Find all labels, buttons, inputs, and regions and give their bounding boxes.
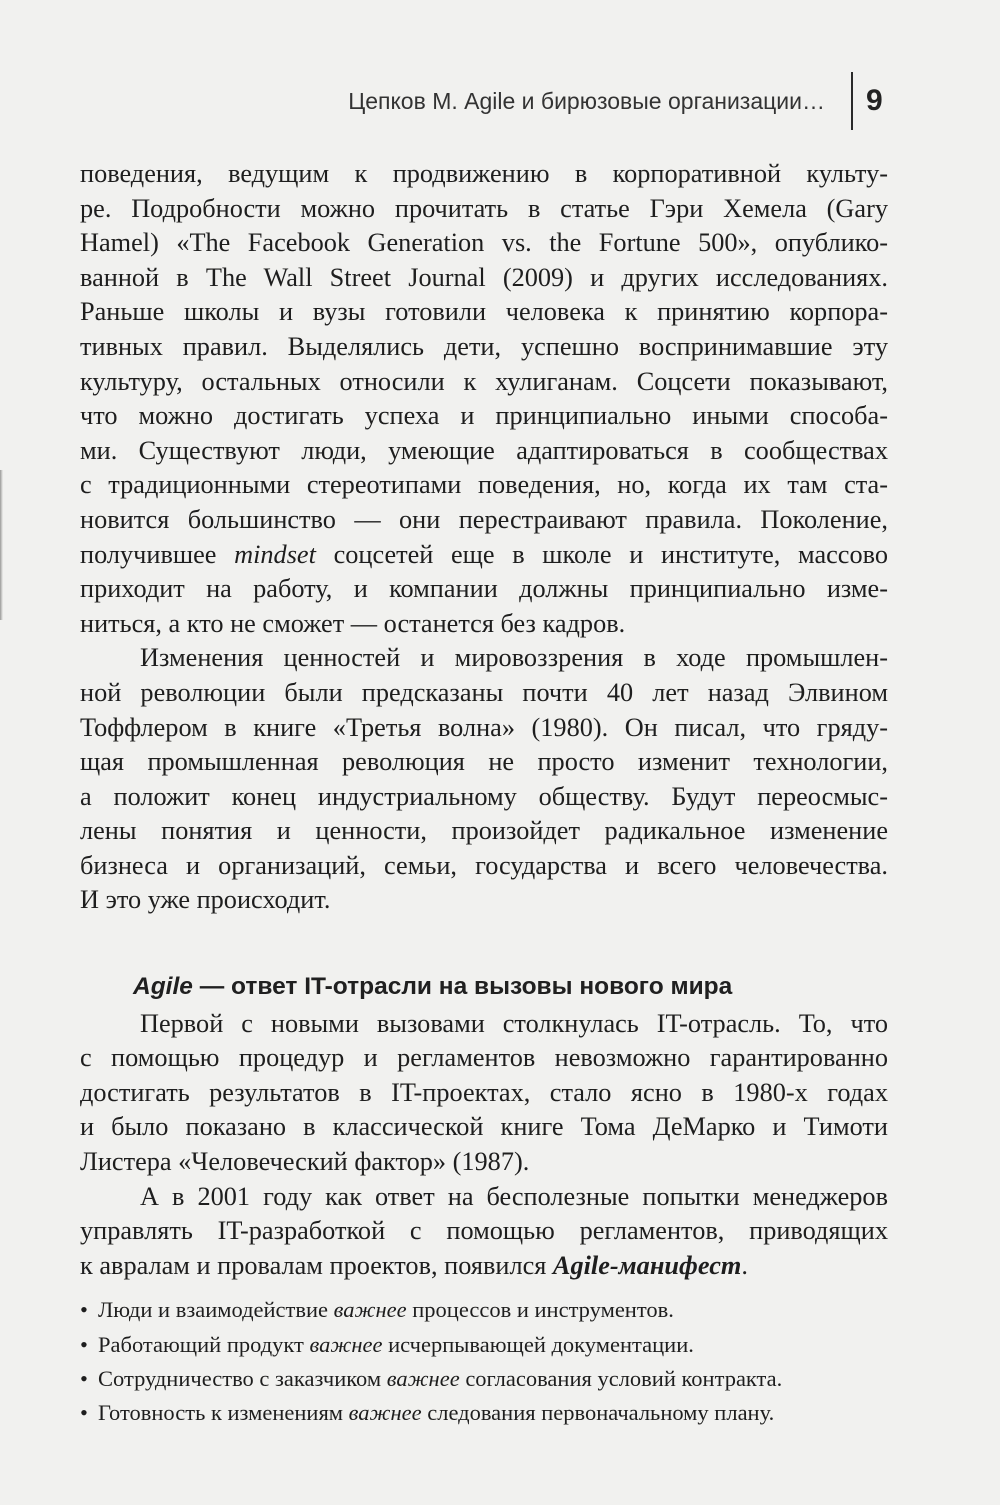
text-line: управлять IT-разработкой с помощью регламентов, приводящих xyxy=(80,1216,888,1246)
text-line: ре. Подробности можно прочитать в статье Гэри Хемела (Gary xyxy=(80,193,888,223)
text-line: ниться, а кто не сможет — останется без кадров. xyxy=(80,608,626,638)
text-line: культуру, остальных относили к хулиганам. Соцсети показывают, xyxy=(80,366,888,396)
page-number: 9 xyxy=(866,84,883,117)
paragraph-3 xyxy=(80,1007,888,1180)
text-line: А в 2001 году как ответ на бесполезные попытки менеджеров xyxy=(140,1181,888,1211)
agile-manifesto-term: Agile-манифест xyxy=(552,1250,742,1280)
bullet-icon: • xyxy=(80,1331,88,1357)
italic-term-mindset: mindset xyxy=(234,539,316,569)
text-line: лены понятия и ценности, произойдет радикальное изменение xyxy=(80,816,888,846)
paragraph-4 xyxy=(80,1180,888,1284)
section-heading: Agile — ответ IT-отрасли на вызовы нового мира xyxy=(133,973,733,1001)
text-line: И это уже происходит. xyxy=(80,885,331,915)
paragraph-1 xyxy=(80,157,888,641)
text-line: Тоффлером в книге «Третья волна» (1980). Он писал, что гряду- xyxy=(80,712,888,742)
header-divider xyxy=(851,72,853,130)
text-line: и было показано в классической книге Тома ДеМарко и Тимоти xyxy=(80,1112,888,1142)
text-line: с помощью процедур и регламентов невозможно гарантированно xyxy=(80,1043,888,1073)
body-text xyxy=(80,157,888,1430)
text-line: ванной в The Wall Street Journal (2009) и других исследованиях. xyxy=(80,262,888,292)
manifesto-list xyxy=(80,1293,888,1430)
text-line: Hamel) «The Facebook Generation vs. the Fortune 500», опублико- xyxy=(80,228,888,258)
text-line: новится большинство — они перестраивают правила. Поколение, xyxy=(80,504,888,534)
list-item: • Готовность к изменениям важнее следования первоначальному плану. xyxy=(80,1396,888,1430)
text-line: тивных правил. Выделялись дети, успешно воспринимавшие эту xyxy=(80,331,888,361)
bullet-icon: • xyxy=(80,1297,88,1323)
text-line: с традиционными стереотипами поведения, но, когда их там ста- xyxy=(80,470,888,500)
text-line: бизнеса и организаций, семьи, государства и всего человечества. xyxy=(80,850,888,880)
text-line-mindset: получившее mindset соцсетей еще в школе и институте, массово xyxy=(80,539,889,569)
bullet-icon: • xyxy=(80,1365,88,1391)
text-line: щая промышленная революция не просто изменит технологии, xyxy=(80,747,888,777)
text-line: что можно достигать успеха и принципиально иными способа- xyxy=(80,401,888,431)
page-edge-shadow xyxy=(0,470,3,620)
list-item: • Люди и взаимодействие важнее процессов и инструментов. xyxy=(80,1293,888,1327)
text-line: приходит на работу, и компании должны принципиально изме- xyxy=(80,574,888,604)
bullet-icon: • xyxy=(80,1400,88,1426)
text-line: ми. Существуют люди, умеющие адаптироваться в сообществах xyxy=(80,435,888,465)
text-line: Изменения ценностей и мировоззрения в ходе промышлен- xyxy=(140,643,888,673)
running-header-title: Цепков М. Agile и бирюзовые организации… xyxy=(348,88,825,114)
list-item: • Работающий продукт важнее исчерпывающей документации. xyxy=(80,1328,888,1362)
paragraph-2 xyxy=(80,641,888,918)
text-line: поведения, ведущим к продвижению в корпоративной культу- xyxy=(80,159,888,188)
text-line: ной революции были предсказаны почти 40 лет назад Элвином xyxy=(80,677,888,707)
text-line: Раньше школы и вузы готовили человека к принятию корпора- xyxy=(80,297,888,327)
text-line: а положит конец индустриальному обществу. Будут переосмыс- xyxy=(80,781,888,811)
text-line: достигать результатов в IT-проектах, стало ясно в 1980-х годах xyxy=(80,1077,888,1107)
text-line: Листера «Человеческий фактор» (1987). xyxy=(80,1147,530,1177)
text-line: Первой с новыми вызовами столкнулась IT-отрасль. То, что xyxy=(140,1008,888,1038)
list-item: • Сотрудничество с заказчиком важнее согласования условий контракта. xyxy=(80,1362,888,1396)
text-line-manifesto: к авралам и провалам проектов, появился Agile-манифест. xyxy=(80,1250,748,1280)
